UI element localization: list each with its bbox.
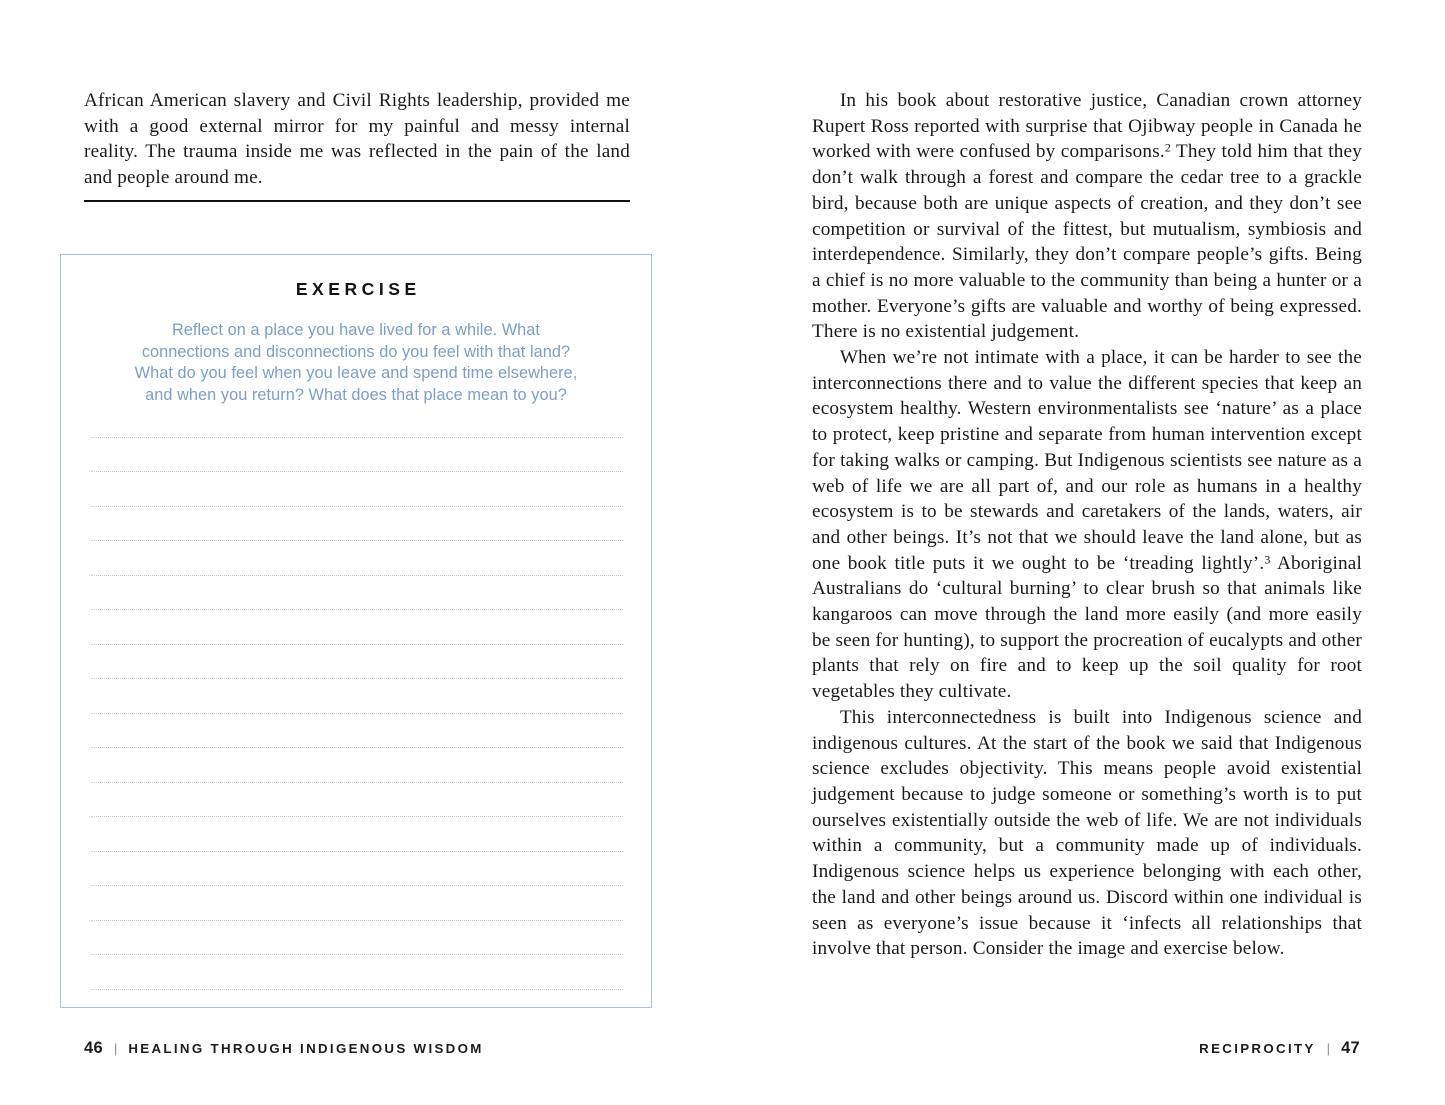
exercise-writing-line[interactable] [91, 403, 623, 438]
exercise-prompt [61, 300, 651, 407]
left-page [0, 0, 722, 1105]
exercise-writing-lines[interactable] [91, 403, 623, 990]
exercise-writing-line[interactable] [91, 852, 623, 887]
left-page-footer [84, 1039, 484, 1058]
exercise-prompt-line: What do you feel when you leave and spend time elsewhere, [134, 364, 578, 383]
exercise-writing-line[interactable] [91, 921, 623, 956]
exercise-writing-line[interactable] [91, 610, 623, 645]
exercise-writing-line[interactable] [91, 955, 623, 990]
book-title-running-head: HEALING THROUGH INDIGENOUS WISDOM [128, 1041, 484, 1056]
exercise-writing-line[interactable] [91, 645, 623, 680]
chapter-title-running-head: RECIPROCITY [1199, 1041, 1316, 1056]
exercise-writing-line[interactable] [91, 438, 623, 473]
section-divider-rule [84, 200, 630, 202]
footnote-marker[interactable]: 3 [1264, 552, 1271, 567]
exercise-writing-line[interactable] [91, 714, 623, 749]
right-page-footer [1199, 1039, 1360, 1058]
footer-separator: | [113, 1041, 118, 1056]
left-text-column [84, 88, 630, 191]
exercise-writing-line[interactable] [91, 783, 623, 818]
body-paragraph: In his book about restorative justice, Canadian crown attorney Rupert Ross reported with surprise that Ojibway people in Canada he worked with were confused by comparisons.$^2$ They told him that they don’t walk through a forest and compare the cedar tree to a grackle bird, because both are unique aspects of creation, and they don’t see competition or survival of the fittest, but mutualism, symbiosis and interdependence. Similarly, they don’t compare people’s gifts. Being a chief is no more valuable to the community than being a hunter or a mother. Everyone’s gifts are valuable and worthy of being expressed. There is no existential judgement. [812, 90, 1362, 343]
footer-separator: | [1326, 1041, 1331, 1056]
exercise-writing-line[interactable] [91, 886, 623, 921]
right-page [722, 0, 1444, 1105]
exercise-writing-line[interactable] [91, 679, 623, 714]
exercise-box [60, 254, 652, 1008]
exercise-prompt-line: and when you return? What does that place mean to you? [145, 386, 567, 405]
exercise-heading: EXERCISE [295, 279, 421, 299]
exercise-writing-line[interactable] [91, 748, 623, 783]
body-paragraph: When we’re not intimate with a place, it can be harder to see the interconnections there and to value the different species that keep an ecosystem healthy. Western environmentalists see ‘nature’ as a place to protect, keep pristine and separate from human intervention except for taking walks or camping. But Indigenous scientists see nature as a web of life we are all part of, and our role as humans in a healthy ecosystem is to be stewards and caretakers of the lands, waters, air and other beings. It’s not that we should leave the land alone, but as one book title puts it we ought to be ‘treading lightly’.$^3$ Aboriginal Australians do ‘cultural burning’ to clear brush so that animals like kangaroos can move through the land more easily (and more easily be seen for hunting), to support the procreation of eucalypts and other plants that rely on fire and to keep up the soil quality for root vegetables they cultivate. [812, 347, 1363, 703]
exercise-writing-line[interactable] [91, 541, 623, 576]
exercise-prompt-line: connections and disconnections do you feel with that land? [141, 342, 571, 361]
right-text-column [812, 88, 1362, 962]
page-number: 46 [84, 1039, 103, 1057]
exercise-writing-line[interactable] [91, 472, 623, 507]
page-number: 47 [1341, 1039, 1360, 1057]
exercise-writing-line[interactable] [91, 507, 623, 542]
exercise-writing-line[interactable] [91, 576, 623, 611]
exercise-writing-line[interactable] [91, 817, 623, 852]
body-paragraph: This interconnectedness is built into Indigenous science and indigenous cultures. At the start of the book we said that Indigenous science excludes objectivity. This means people avoid existential judgement because to judge someone or something’s worth is to put ourselves existentially outside the web of life. We are not individuals within a community, but a community made up of individuals. Indigenous science helps us experience belonging with each other, the land and other beings around us. Discord within one individual is seen as everyone’s issue because it ‘infects all relationships that involve that person. Consider the image and exercise below. [812, 706, 1362, 960]
exercise-prompt-line: Reflect on a place you have lived for a while. What [171, 321, 541, 339]
footnote-marker[interactable]: 2 [1164, 141, 1171, 156]
continued-paragraph: African American slavery and Civil Rights leadership, provided me with a good external mirror for my painful and messy internal reality. The trauma inside me was reflected in the pain of the land and people around me. [84, 90, 630, 189]
